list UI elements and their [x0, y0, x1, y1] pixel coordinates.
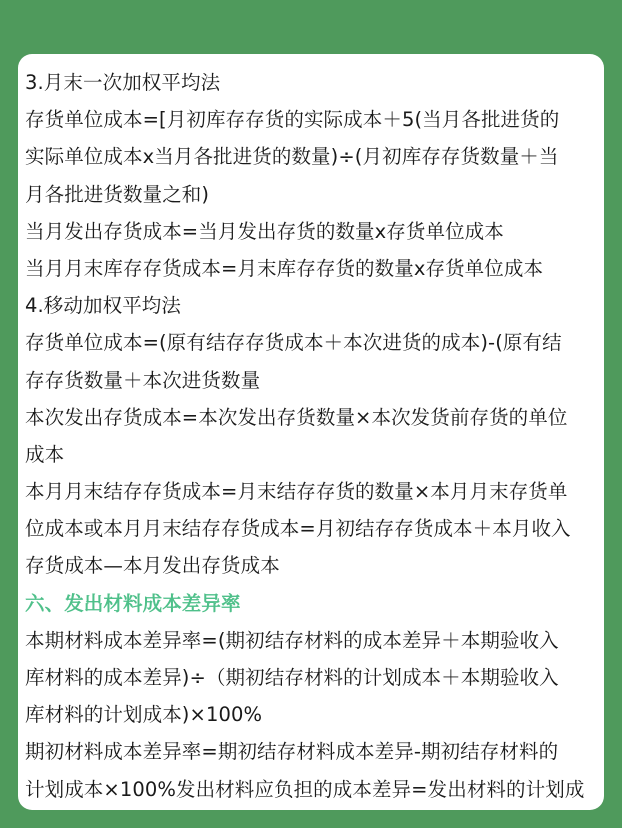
- section-heading-material-cost-variance: 六、发出材料成本差异率: [25, 591, 241, 615]
- text-line: 库材料的计划成本)×100%: [25, 703, 263, 727]
- section-heading-monthly-weighted-average: 3.月末一次加权平均法: [25, 71, 221, 94]
- text-line: 成本: [25, 442, 65, 466]
- text-line: 当月月末库存存货成本=月末库存存货的数量x存货单位成本: [25, 256, 544, 280]
- text-line: 存存货数量＋本次进货数量: [25, 368, 261, 392]
- text-line: 存货单位成本=(原有结存存货成本＋本次进货的成本)-(原有结: [25, 331, 562, 355]
- text-line: 月各批进货数量之和): [25, 182, 210, 206]
- content-card: [18, 54, 604, 810]
- article-body: [25, 64, 601, 808]
- text-line: 本期材料成本差异率=(期初结存材料的成本差异＋本期验收入: [25, 628, 559, 652]
- text-line: 存货单位成本=[月初库存存货的实际成本＋5(当月各批进货的: [25, 108, 560, 132]
- text-line: 本次发出存货成本=本次发出存货数量×本次发货前存货的单位: [25, 405, 568, 429]
- text-line: 本月月末结存存货成本=月末结存存货的数量×本月月末存货单: [25, 480, 568, 504]
- text-line: 库材料的成本差异)÷（期初结存材料的计划成本＋本期验收入: [25, 666, 559, 689]
- text-line: 实际单位成本x当月各批进货的数量)÷(月初库存存货数量＋当: [25, 145, 559, 169]
- text-line: 期初材料成本差异率=期初结存材料成本差异-期初结存材料的: [25, 740, 559, 764]
- text-line: 当月发出存货成本=当月发出存货的数量x存货单位成本: [25, 219, 504, 243]
- section-heading-moving-weighted-average: 4.移动加权平均法: [25, 294, 182, 318]
- text-line: 存货成本—本月发出存货成本: [25, 554, 280, 578]
- text-line: 位成本或本月月末结存存货成本=月初结存存货成本＋本月收入: [25, 517, 571, 541]
- text-line: 计划成本×100%发出材料应负担的成本差异=发出材料的计划成: [25, 777, 585, 801]
